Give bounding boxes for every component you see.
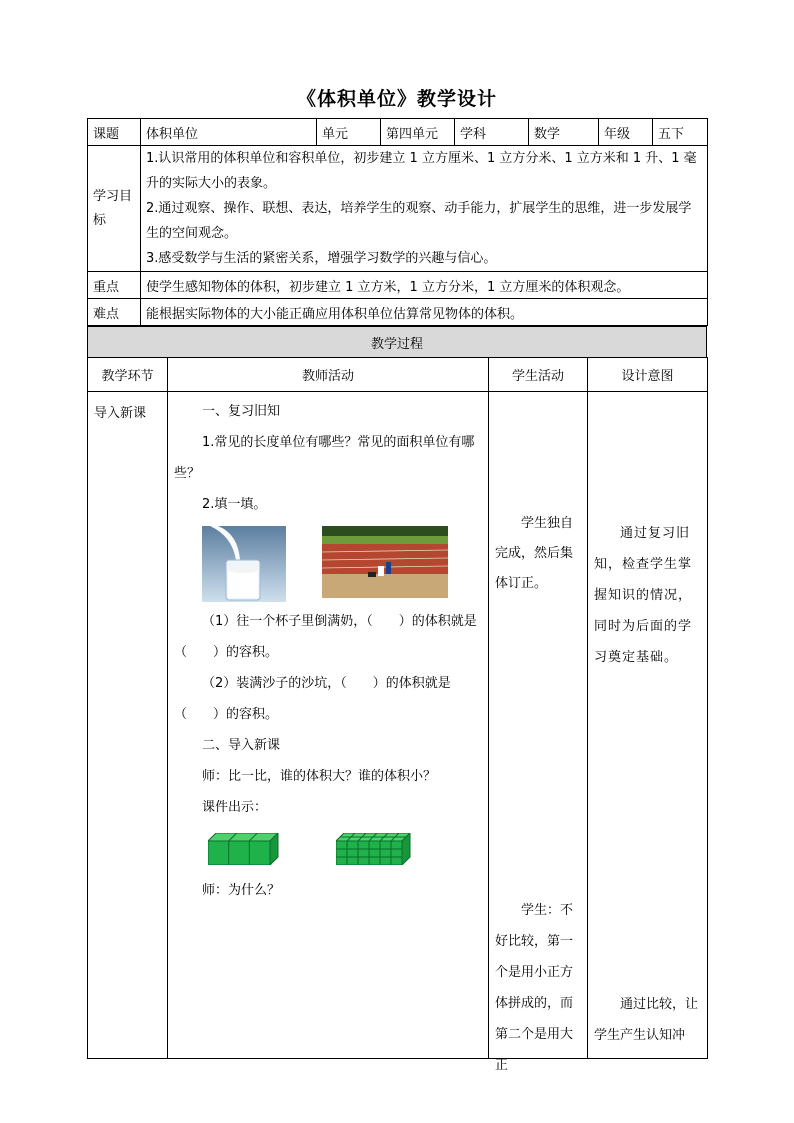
goal-2: 2.通过观察、操作、联想、表达，培养学生的观察、动手能力，扩展学生的思维，进一步发展学生的空间观念。 (146, 201, 692, 241)
key-value: 使学生感知物体的体积，初步建立 1 立方米，1 立方分米，1 立方厘米的体积观念。 (141, 272, 708, 299)
design-intent-2: 通过比较，让学生产生认知冲 (594, 997, 699, 1043)
goal-3: 3.感受数学与生活的紧密关系，增强学习数学的兴趣与信心。 (146, 251, 497, 266)
difficulty-value: 能根据实际物体的大小能正确应用体积单位估算常见物体的体积。 (141, 299, 708, 326)
unit-value: 第四单元 (381, 119, 455, 146)
key-label: 重点 (88, 272, 141, 299)
col-intent: 设计意图 (588, 358, 708, 392)
small-cube-block (336, 833, 412, 865)
teacher-courseware: 课件出示： (202, 800, 268, 815)
student-cell (489, 392, 588, 1073)
stage-cell: 导入新课 (88, 392, 168, 1059)
col-teacher: 教师活动 (168, 358, 489, 392)
large-cube-block (208, 833, 280, 865)
sandpit-image (322, 526, 448, 598)
topic-value: 体积单位 (141, 119, 317, 146)
teacher-fill-1: （1）往一个杯子里倒满奶，（ ）的体积就是（ ）的容积。 (174, 614, 477, 660)
process-table (87, 357, 708, 1073)
milk-glass-image (202, 526, 286, 602)
cube-blocks-row (208, 829, 482, 869)
grade-label: 年级 (599, 119, 653, 146)
goals-cell (141, 146, 708, 272)
teacher-compare: 师：比一比，谁的体积大？谁的体积小？ (202, 769, 437, 784)
goals-label: 学习目标 (88, 146, 141, 272)
teacher-q1: 1.常见的长度单位有哪些？常见的面积单位有哪些？ (174, 435, 475, 481)
design-intent-1: 通过复习旧知，检查学生掌握知识的情况，同时为后面的学习奠定基础。 (594, 526, 693, 665)
student-activity-2: 学生：不好比较，第一个是用小正方体拼成的，而第二个是用大正 (495, 903, 574, 1073)
subject-value: 数学 (529, 119, 599, 146)
image-row (202, 526, 482, 606)
teacher-cell (168, 392, 489, 1059)
info-table (87, 118, 708, 326)
student-activity-1: 学生独自完成，然后集体订正。 (495, 516, 574, 591)
document-title: 《体积单位》教学设计 (296, 88, 497, 110)
difficulty-label: 难点 (88, 299, 141, 326)
intent-cell (588, 392, 708, 1059)
col-stage: 教学环节 (88, 358, 168, 392)
topic-label: 课题 (88, 119, 141, 146)
unit-label: 单元 (317, 119, 381, 146)
grade-value: 五下 (653, 119, 708, 146)
process-header: 教学过程 (87, 326, 707, 358)
teacher-why: 师：为什么？ (202, 883, 281, 898)
subject-label: 学科 (455, 119, 529, 146)
teacher-intro-heading: 二、导入新课 (202, 738, 281, 753)
col-student: 学生活动 (489, 358, 588, 392)
goal-1: 1.认识常用的体积单位和容积单位，初步建立 1 立方厘米、1 立方分米、1 立方米和 1 升、1 毫升的实际大小的表象。 (146, 151, 697, 191)
teacher-review-heading: 一、复习旧知 (202, 404, 281, 419)
teacher-q2: 2.填一填。 (202, 497, 267, 512)
teacher-fill-2: （2）装满沙子的沙坑，（ ）的体积就是（ ）的容积。 (174, 676, 451, 722)
